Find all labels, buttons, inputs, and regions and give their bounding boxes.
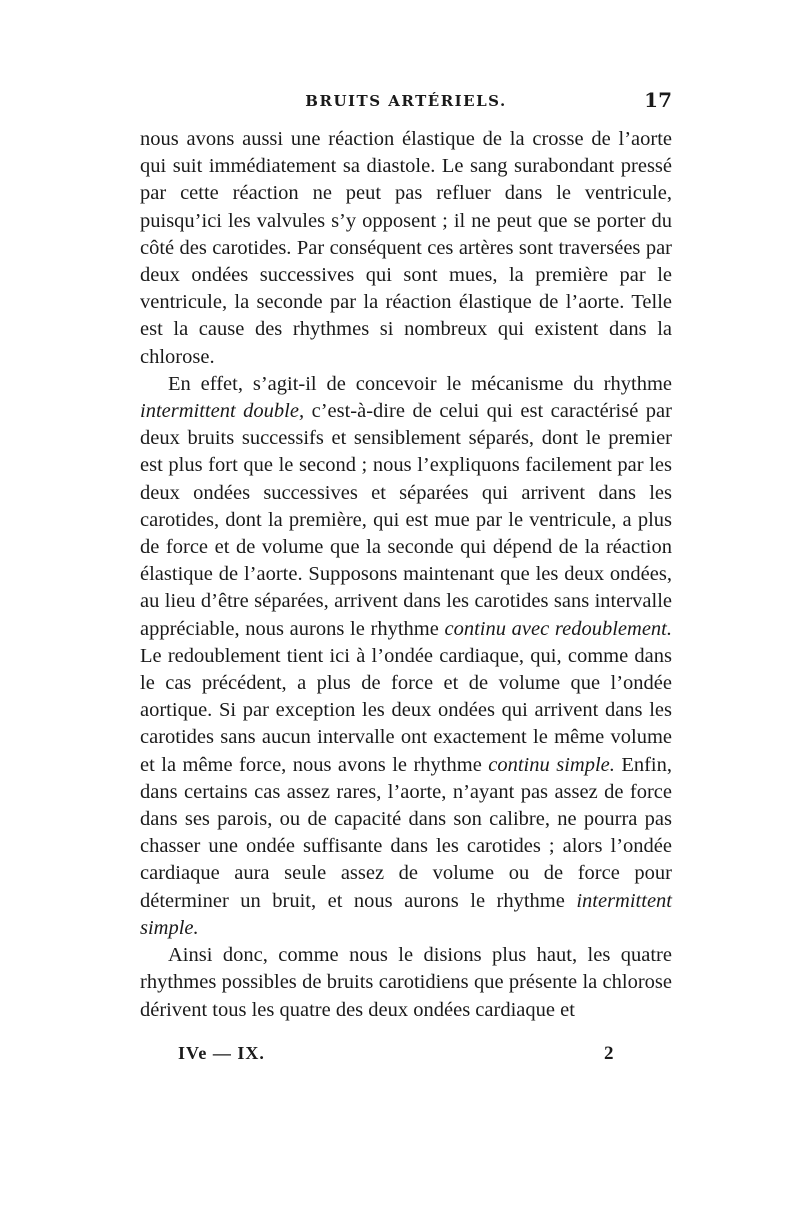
text-run: c’est-à-dire de celui qui est caractérisé par deux bruits successifs et sensiblement séparés, dont le premier est plus fort que le second ; nous l’expliquons facilement par les deux ondées successives et séparées qui arrivent dans les carotides, dont la première, qui est mue par le ventricule, a plus de force et de volume que la seconde qui dépend de la réaction élastique de l’aorte. Supposons maintenant que les deux ondées, au lieu d’être séparées, arrivent dans les carotides sans intervalle appréciable, nous aurons le rhythme	[140, 400, 672, 640]
signature-mark: IVe — IX.	[178, 1043, 265, 1063]
text-run: Le redoublement tient ici à l’ondée cardiaque, qui, comme dans le cas précédent, a plus de force et de volume que l’ondée aortique. Si par exception les deux ondées qui arrivent dans les carotides sans aucun intervalle ont exactement le même volume et la même force, nous avons le rhythme	[140, 644, 672, 776]
page-header	[140, 88, 672, 118]
paragraph	[140, 371, 672, 942]
paragraph	[140, 942, 672, 1024]
body-text	[140, 126, 672, 1024]
page-number: 17	[644, 88, 672, 112]
text-run: nous avons aussi une réaction élastique de la crosse de l’aorte qui suit immédiatement sa diastole. Le sang surabondant pressé par cette réaction ne peut pas refluer dans le ventricule, puisqu’ici les valvules s’y opposent ; il ne peut que se porter du côté des carotides. Par conséquent ces artères sont traversées par deux ondées successives qui sont mues, la première par le ventricule, la seconde par la réaction élastique de l’aorte. Telle est la cause des rhythmes si nombreux qui existent dans la chlorose.	[140, 128, 672, 368]
italic-phrase: intermittent double,	[140, 400, 305, 423]
text-run: Enfin, dans certains cas assez rares, l’aorte, n’ayant pas assez de force dans ses parois, ou de capacité dans son calibre, ne pourra pas chasser une ondée suffisante dans les carotides ; alors l’ondée cardiaque aura seule assez de volume ou de force pour déterminer un bruit, et nous aurons le rhythme	[140, 753, 673, 912]
text-run: En effet, s’agit-il de concevoir le mécanisme du rhythme	[168, 372, 672, 395]
sheet-number: 2	[604, 1043, 614, 1064]
running-title: BRUITS ARTÉRIELS.	[305, 92, 507, 110]
italic-phrase: continu simple.	[488, 753, 615, 776]
text-run: Ainsi donc, comme nous le disions plus haut, les quatre rhythmes possibles de bruits carotidiens que présente la chlorose dérivent tous les quatre des deux ondées cardiaque et	[140, 944, 672, 1021]
italic-phrase: intermittent simple.	[140, 889, 672, 939]
page-footer	[140, 1043, 672, 1069]
italic-phrase: continu avec redoublement.	[444, 617, 672, 640]
paragraph	[140, 126, 672, 371]
